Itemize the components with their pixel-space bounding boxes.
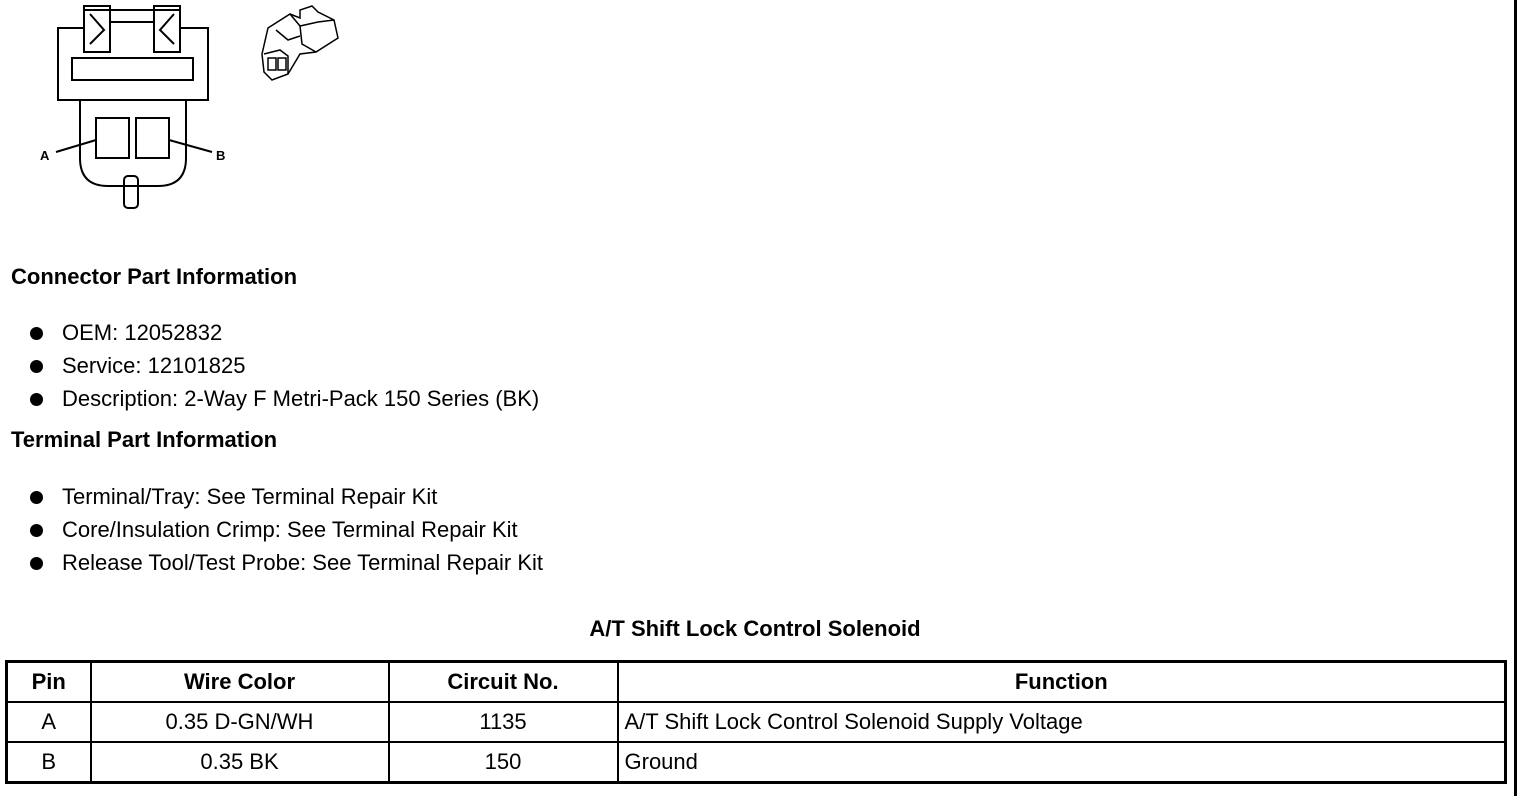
terminal-part-info-heading: Terminal Part Information [11, 427, 278, 452]
page-border-line [1514, 0, 1517, 796]
connector-part-info-heading: Connector Part Information [11, 264, 298, 289]
column-header-pin: Pin [7, 662, 91, 703]
list-item-text: Description: 2-Way F Metri-Pack 150 Series (BK) [62, 386, 540, 411]
connector-key-post [124, 176, 138, 208]
list-item [0, 515, 543, 548]
column-header-wire-color: Wire Color [91, 662, 389, 703]
connector-isometric-icon [262, 6, 338, 80]
list-item-text: Service: 12101825 [62, 353, 246, 378]
terminal-part-info-list [0, 482, 543, 581]
list-item-text: Release Tool/Test Probe: See Terminal Repair Kit [62, 550, 543, 575]
table-row [7, 742, 1506, 783]
connector-part-info-list [0, 318, 539, 417]
pinout-table-title: A/T Shift Lock Control Solenoid [589, 616, 921, 641]
bullet-icon [30, 393, 43, 406]
connector-lock-tab-left [84, 6, 110, 52]
list-item-text: Terminal/Tray: See Terminal Repair Kit [62, 484, 438, 509]
bullet-icon [30, 524, 43, 537]
cell-circuit-no: 1135 [389, 702, 618, 742]
list-item-text: OEM: 12052832 [62, 320, 223, 345]
cell-circuit-no: 150 [389, 742, 618, 783]
table-row [7, 702, 1506, 742]
cell-function: A/T Shift Lock Control Solenoid Supply Voltage [618, 702, 1506, 742]
pinout-table [5, 660, 1507, 784]
list-item [0, 482, 543, 515]
table-header-row [7, 662, 1506, 703]
pin-a-callout: A [40, 148, 50, 163]
bullet-icon [30, 360, 43, 373]
bullet-icon [30, 557, 43, 570]
bullet-icon [30, 327, 43, 340]
list-item [0, 384, 539, 417]
list-item-text: Core/Insulation Crimp: See Terminal Repair Kit [62, 517, 518, 542]
terminal-cavity-a [96, 118, 129, 158]
lock-tab-mark-left [90, 14, 104, 44]
pin-b-callout: B [216, 148, 226, 163]
cell-pin: B [7, 742, 91, 783]
terminal-cavity-b [136, 118, 169, 158]
list-item [0, 548, 543, 581]
connector-housing-upper [58, 10, 208, 100]
list-item [0, 351, 539, 384]
list-item [0, 318, 539, 351]
cell-wire-color: 0.35 BK [91, 742, 389, 783]
cell-wire-color: 0.35 D-GN/WH [91, 702, 389, 742]
cell-function: Ground [618, 742, 1506, 783]
connector-latch-bar [72, 58, 193, 80]
cell-pin: A [7, 702, 91, 742]
bullet-icon [30, 491, 43, 504]
column-header-function: Function [618, 662, 1506, 703]
connector-face-diagram [0, 0, 360, 220]
lock-tab-mark-right [160, 14, 174, 44]
connector-lock-tab-right [154, 6, 180, 52]
column-header-circuit-no: Circuit No. [389, 662, 618, 703]
